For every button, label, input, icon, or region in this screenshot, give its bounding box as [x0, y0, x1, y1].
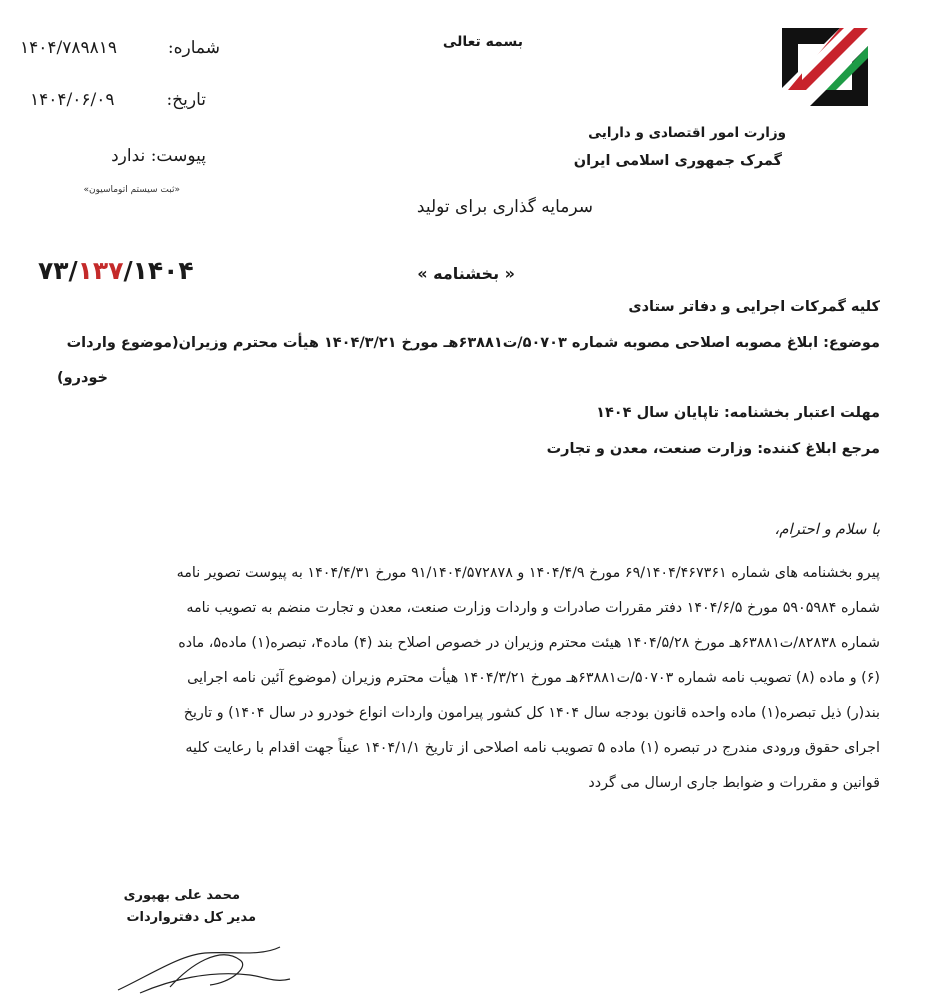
authority: مرجع ابلاغ کننده: وزارت صنعت، معدن و تجارت [546, 441, 880, 457]
greeting: با سلام و احترام، [774, 520, 880, 538]
customs-logo [778, 24, 872, 110]
body-paragraph [40, 556, 880, 801]
signature-scribble [110, 935, 300, 995]
body-line-2: شماره ۵۹۰۵۹۸۴ مورخ ۱۴۰۴/۶/۵ دفتر مقررات صادرات و واردات وزارت صنعت، معدن و تجارت منضم به تصویب نامه [186, 600, 880, 616]
signer-title: مدیر کل دفترواردات [126, 910, 256, 925]
invocation: بسمه تعالی [442, 34, 523, 50]
circular-number-part1: ۱۴۰۴/ [123, 256, 194, 285]
recipients: کلیه گمرکات اجرایی و دفاتر ستادی [628, 299, 880, 315]
body-line-1: پیرو بخشنامه های شماره ۶۹/۱۴۰۴/۴۶۷۳۶۱ مورخ ۱۴۰۴/۴/۹ و ۹۱/۱۴۰۴/۵۷۲۸۷۸ مورخ ۱۴۰۴/۴/۳۱ به پیوست تصویر نامه [176, 565, 880, 581]
handwritten-signature-icon [110, 935, 300, 995]
circular-number-part2: ۱۳۷ [77, 256, 124, 285]
circular-number-part3: /۷۳ [38, 256, 78, 285]
letter-date-row [30, 90, 206, 116]
subject-line-2: خودرو) [57, 370, 108, 386]
attachment-value: ندارد [111, 146, 146, 166]
circular-number [38, 256, 194, 285]
validity: مهلت اعتبار بخشنامه: تاپایان سال ۱۴۰۴ [596, 405, 880, 421]
number-label: شماره: [167, 38, 220, 58]
body-line-7: قوانین و مقررات و ضوابط جاری ارسال می گردد [588, 775, 880, 791]
number-value: ۱۴۰۴/۷۸۹۸۱۹ [20, 38, 118, 58]
subject-line-1: موضوع: ابلاغ مصوبه اصلاحی مصوبه شماره ۵۰۷۰۳/ت۶۳۸۸۱هـ مورخ ۱۴۰۴/۳/۲۱ هیأت محترم وزیران(موضوع واردات [66, 335, 880, 351]
attachment-label: پیوست: [150, 146, 206, 166]
letter-number-row [20, 38, 220, 64]
body-line-6: اجرای حقوق ورودی مندرج در تبصره (۱) ماده ۵ تصویب نامه اصلاحی از تاریخ ۱۴۰۴/۱/۱ عیناً جهت اقدام با رعایت کلیه [185, 740, 880, 756]
body-line-3: شماره ۸۲۸۳۸/ت۶۳۸۸۱هـ مورخ ۱۴۰۴/۵/۲۸ هیئت محترم وزیران در خصوص اصلاح بند (۴) ماده۴، تبصره(۱) ماده۵، ماده [178, 635, 880, 651]
body-line-4: (۶) و ماده (۸) تصویب نامه شماره ۵۰۷۰۳/ت۶۳۸۸۱هـ مورخ ۱۴۰۴/۳/۲۱ هیأت محترم وزیران (موضوع آئین نامه اجرایی [187, 670, 880, 686]
automation-note: «ثبت سیستم اتوماسیون» [83, 185, 180, 195]
date-value: ۱۴۰۴/۰۶/۰۹ [30, 90, 115, 110]
attachment-row [111, 146, 206, 166]
slogan: سرمایه گذاری برای تولید [416, 197, 593, 217]
customs-name: گمرک جمهوری اسلامی ایران [573, 153, 782, 169]
ministry-name: وزارت امور اقتصادی و دارایی [588, 125, 786, 141]
circular-title: « بخشنامه » [417, 264, 515, 283]
signer-name: محمد علی بهپوری [123, 888, 240, 903]
body-line-5: بند(ر) ذیل تبصره(۱) ماده واحده قانون بودجه سال ۱۴۰۴ کل کشور پیرامون واردات انواع خودرو در سال ۱۴۰۴) و تاریخ [183, 705, 880, 721]
customs-logo-icon [778, 24, 872, 110]
date-label: تاریخ: [166, 90, 206, 110]
